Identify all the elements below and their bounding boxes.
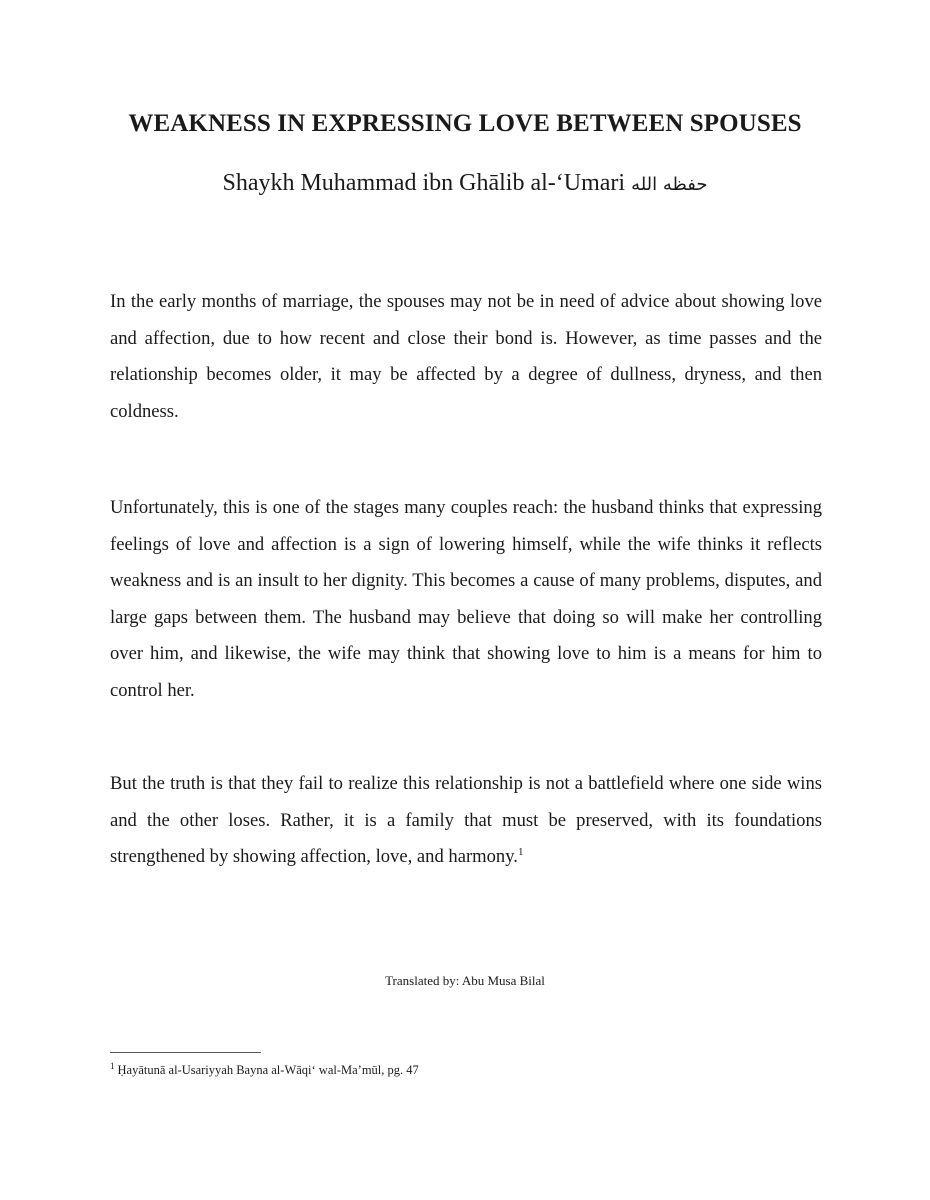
paragraph-1: In the early months of marriage, the spouses may not be in need of advice about showing love and affection, due to how recent and close their bond is. However, as time passes and the relationship becomes older, it may be affected by a degree of dullness, dryness, and then coldness.: [110, 291, 822, 422]
paragraph-3: [110, 766, 822, 876]
footnote-reference[interactable]: 1: [517, 845, 524, 858]
footnote: [110, 1060, 419, 1078]
footnote-number: 1: [110, 1060, 115, 1071]
translator-credit: Translated by: Abu Musa Bilal: [385, 973, 545, 988]
author-line: [0, 170, 930, 197]
document-title: WEAKNESS IN EXPRESSING LOVE BETWEEN SPOUSES: [128, 110, 802, 137]
footnote-text: Ḥayātunā al-Usariyyah Bayna al-Wāqi‘ wal-Ma’mūl, pg. 47: [117, 1063, 419, 1077]
footnote-divider: [110, 1052, 261, 1053]
paragraph-2: Unfortunately, this is one of the stages many couples reach: the husband thinks that expressing feelings of love and affection is a sign of lowering himself, while the wife thinks it reflects weakness and is an insult to her dignity. This becomes a cause of many problems, disputes, and large gaps between them. The husband may believe that doing so will make her controlling over him, and likewise, the wife may think that showing love to him is a means for him to control her.: [110, 497, 822, 701]
author-name: Shaykh Muhammad ibn Ghālib al-‘Umari: [222, 170, 626, 196]
paragraph-3-text: But the truth is that they fail to realize this relationship is not a battlefield where one side wins and the other loses. Rather, it is a family that must be preserved, with its foundations strengthened by showing affection, love, and harmony.: [110, 773, 822, 867]
author-honorific: حفظه الله: [631, 174, 708, 195]
